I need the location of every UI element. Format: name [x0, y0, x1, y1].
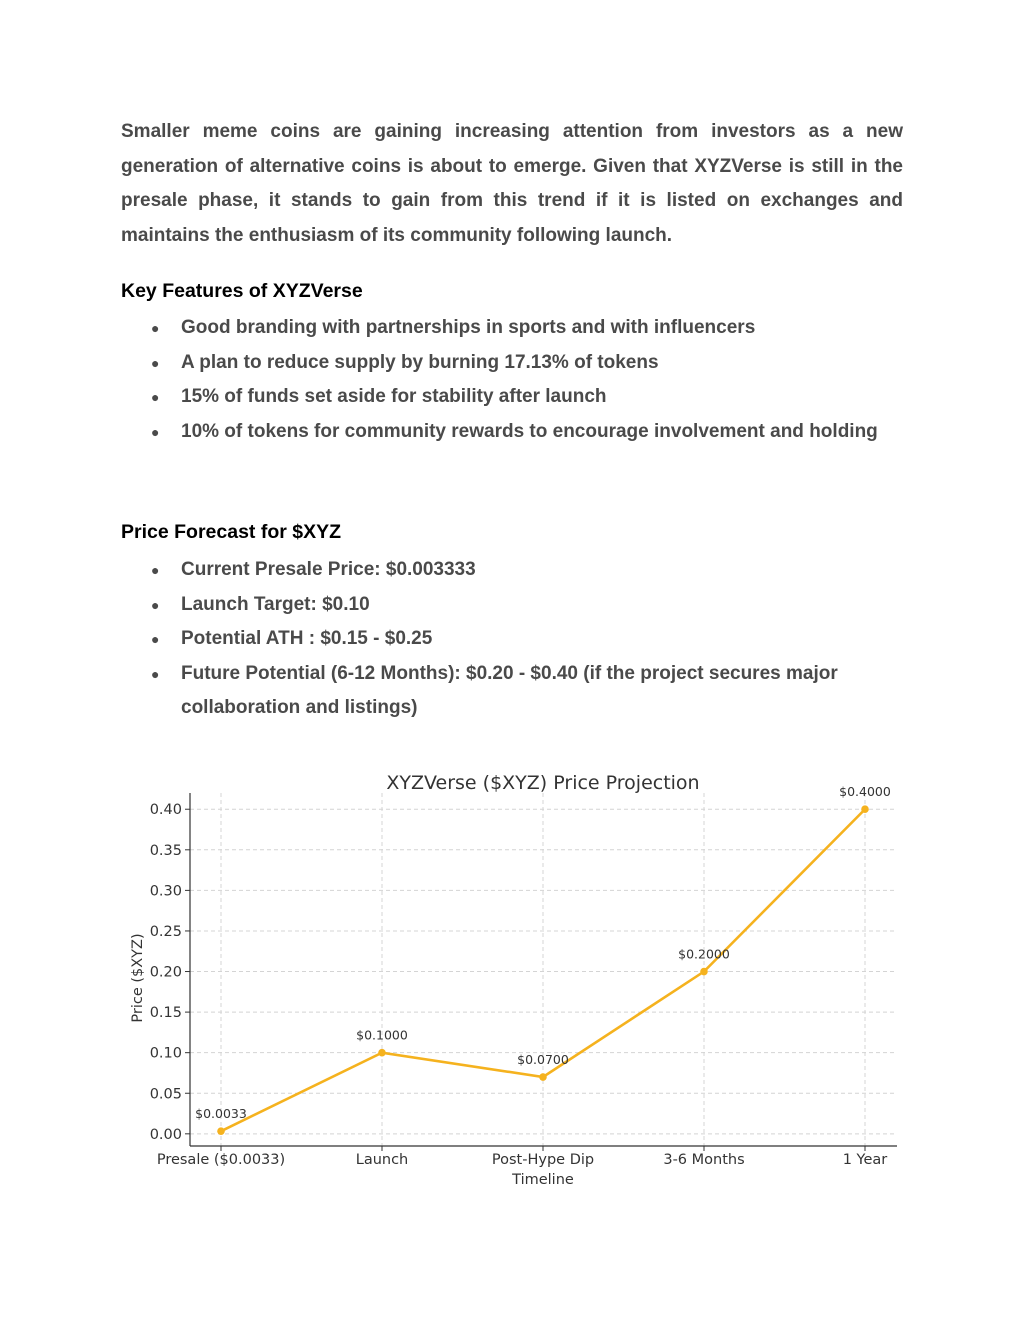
list-item: ● A plan to reduce supply by burning 17.13% of tokens	[0, 346, 881, 381]
x-tick-label: 1 Year	[842, 1152, 888, 1168]
y-tick-label: 0.35	[149, 842, 182, 859]
data-label: $0.1000	[356, 1027, 408, 1043]
data-label: $0.4000	[839, 784, 891, 800]
bullet-icon: ●	[151, 320, 160, 336]
data-point	[539, 1073, 547, 1081]
bullet-icon: ●	[151, 562, 160, 578]
chart-grid	[190, 793, 897, 1146]
list-item: ● Future Potential (6-12 Months): $0.20 - $0.40 (if the project secures major collaboration and listings)	[0, 657, 881, 726]
price-projection-chart	[120, 760, 910, 1200]
bullet-icon: ●	[151, 354, 160, 371]
x-tick-label: Presale ($0.0033)	[156, 1152, 286, 1168]
bullet-icon: ●	[151, 423, 160, 440]
bullet-icon: ●	[151, 389, 160, 405]
x-tick-label: Post-Hype Dip	[491, 1152, 595, 1168]
y-tick-label: 0.05	[149, 1086, 182, 1103]
key-features-heading: Key Features of XYZVerse	[121, 280, 363, 302]
data-label: $0.2000	[678, 946, 730, 962]
list-item: ● 15% of funds set aside for stability after launch	[0, 380, 881, 415]
list-item: ● Launch Target: $0.10	[0, 588, 881, 623]
price-forecast-heading: Price Forecast for $XYZ	[121, 521, 342, 543]
x-tick-label: Launch	[355, 1152, 409, 1168]
y-tick-label: 0.30	[149, 883, 182, 900]
data-label: $0.0700	[517, 1052, 569, 1068]
price-forecast-list	[0, 553, 900, 726]
y-tick-label: 0.40	[149, 802, 182, 819]
key-features-list	[0, 311, 900, 449]
y-tick-label: 0.25	[149, 923, 182, 940]
data-label: $0.0033	[195, 1106, 247, 1122]
data-point	[217, 1127, 225, 1135]
y-tick-label: 0.15	[149, 1005, 182, 1022]
y-tick-label: 0.20	[149, 964, 182, 981]
list-item: ● Current Presale Price: $0.003333	[0, 553, 881, 588]
y-axis-label: Price ($XYZ)	[130, 933, 146, 1023]
data-point	[861, 805, 869, 813]
x-tick-label: 3-6 Months	[663, 1152, 745, 1168]
data-point	[378, 1049, 386, 1057]
y-tick-label: 0.10	[149, 1045, 182, 1062]
intro-paragraph: Smaller meme coins are gaining increasing attention from investors as a new generation of alternative coins is about to emerge. Given that XYZVerse is still in the presale phase, it stands to gain from this trend if it is listed on exchanges and maintains the enthusiasm of its community following launch.	[121, 121, 903, 247]
list-item: ● 10% of tokens for community rewards to encourage involvement and holding	[0, 415, 881, 450]
y-tick-label: 0.00	[149, 1126, 182, 1143]
x-axis-label: Timeline	[512, 1172, 574, 1188]
bullet-icon: ●	[151, 665, 160, 682]
bullet-icon: ●	[151, 631, 160, 647]
bullet-icon: ●	[151, 596, 160, 613]
data-point	[700, 968, 708, 976]
list-item: ● Good branding with partnerships in sports and with influencers	[0, 311, 881, 346]
list-item: ● Potential ATH : $0.15 - $0.25	[0, 622, 881, 657]
chart-title: XYZVerse ($XYZ) Price Projection	[386, 772, 700, 794]
